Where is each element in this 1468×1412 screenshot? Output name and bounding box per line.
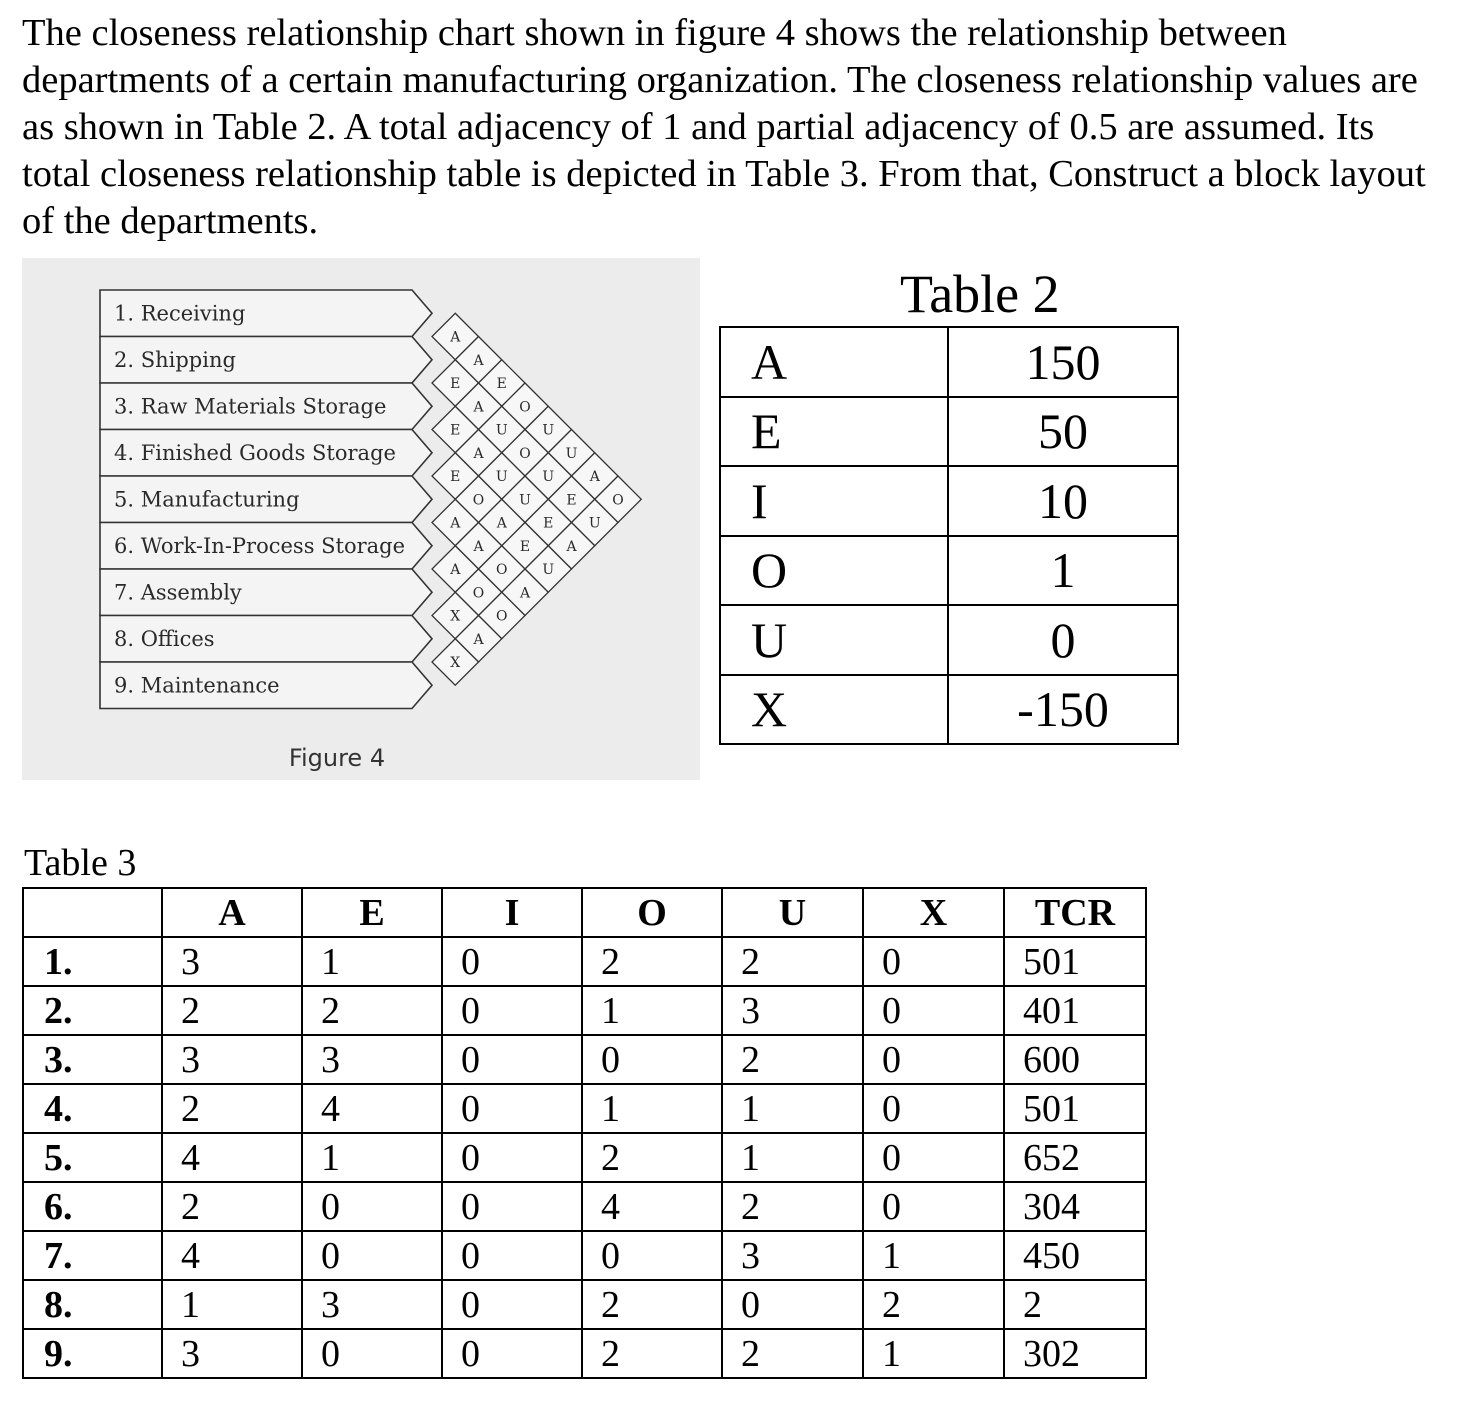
table-2-row [720, 675, 1178, 745]
table-2-title: Table 2 [900, 264, 1060, 324]
table-cell: 652 [1004, 1133, 1146, 1182]
column-header-i: I [442, 888, 582, 937]
table-cell: 0 [442, 986, 582, 1035]
relationship-code: O [496, 562, 508, 578]
relationship-code: A [450, 515, 461, 532]
table-cell: 0 [442, 1280, 582, 1329]
table-cell: 2 [582, 1280, 722, 1329]
table-cell: 302 [1004, 1329, 1146, 1378]
table-cell: 0 [863, 1084, 1004, 1133]
table-cell: 501 [1004, 937, 1146, 986]
department-label: 4. Finished Goods Storage [114, 440, 396, 465]
table-cell: 0 [302, 1231, 442, 1280]
relationship-code: U [542, 422, 555, 439]
table-cell: 3 [722, 1231, 863, 1280]
table-cell: 0 [442, 1133, 582, 1182]
relationship-code: U [565, 445, 578, 462]
corner-header [23, 888, 162, 937]
row-label: 4. [23, 1084, 162, 1133]
table-cell: 2 [162, 1084, 302, 1133]
table-cell: 0 [302, 1329, 442, 1378]
table-cell: 0 [863, 1133, 1004, 1182]
table-cell: 2 [722, 1329, 863, 1378]
table-cell: 2 [722, 1182, 863, 1231]
relationship-code: E [543, 515, 554, 532]
column-header-e: E [302, 888, 442, 937]
table-2-row [720, 536, 1178, 606]
relationship-code: O [472, 492, 485, 509]
table-3-row [23, 986, 1146, 1035]
relationship-code: A [473, 352, 484, 369]
department-label: 1. Receiving [114, 301, 246, 326]
relationship-code: E [519, 538, 531, 555]
table-cell: 0 [863, 1035, 1004, 1084]
relationship-code: A [473, 445, 484, 462]
table-cell: 1 [722, 1084, 863, 1133]
table-cell: 0 [582, 1035, 722, 1084]
relationship-chart [22, 258, 700, 780]
column-header-x: X [863, 888, 1004, 937]
table-cell: 1 [162, 1280, 302, 1329]
table-cell: 450 [1004, 1231, 1146, 1280]
table-cell: 0 [582, 1231, 722, 1280]
column-header-u: U [722, 888, 863, 937]
row-label: 5. [23, 1133, 162, 1182]
rating-code: E [720, 397, 948, 467]
rating-code: X [720, 675, 948, 745]
row-label: 6. [23, 1182, 162, 1231]
relationship-code: O [519, 445, 531, 462]
table-2-row [720, 466, 1178, 536]
table-cell: 2 [162, 986, 302, 1035]
problem-statement: The closeness relationship chart shown in figure 4 shows the relationship between departments of a certain manufacturing organization. The closeness relationship values are as shown in Table 2. A total adjacency of 1 and partial adjacency of 0.5 are assumed. Its total closeness relationship table is depicted in Table 3. From that, Construct a block layout of the departments. [22, 12, 1426, 242]
row-label: 3. [23, 1035, 162, 1084]
relationship-code: E [450, 469, 461, 485]
row-label: 8. [23, 1280, 162, 1329]
table-cell: 1 [582, 1084, 722, 1133]
table-cell: 1 [302, 937, 442, 986]
table-2 [719, 326, 1179, 745]
relationship-code: A [589, 469, 600, 485]
relationship-code: U [495, 422, 508, 439]
rating-value: -150 [948, 675, 1178, 745]
row-label: 7. [23, 1231, 162, 1280]
rating-value: 0 [948, 605, 1178, 675]
table-cell: 0 [442, 1084, 582, 1133]
table-cell: 4 [162, 1133, 302, 1182]
table-cell: 2 [722, 1035, 863, 1084]
table-cell: 0 [722, 1280, 863, 1329]
table-cell: 4 [162, 1231, 302, 1280]
rating-value: 150 [948, 327, 1178, 397]
relationship-code: A [473, 631, 484, 648]
table-cell: 3 [162, 1035, 302, 1084]
row-label: 1. [23, 937, 162, 986]
table-cell: 3 [162, 937, 302, 986]
table-cell: 0 [863, 986, 1004, 1035]
relationship-code: A [473, 538, 484, 555]
rating-value: 50 [948, 397, 1178, 467]
table-cell: 2 [863, 1280, 1004, 1329]
table-3-row [23, 1231, 1146, 1280]
table-cell: 1 [863, 1231, 1004, 1280]
relationship-code: U [588, 515, 601, 532]
department-label: 6. Work-In-Process Storage [114, 533, 406, 558]
table-cell: 0 [442, 937, 582, 986]
table-cell: 4 [302, 1084, 442, 1133]
table-cell: 501 [1004, 1084, 1146, 1133]
table-3-row [23, 1133, 1146, 1182]
table-cell: 2 [162, 1182, 302, 1231]
table-cell: 600 [1004, 1035, 1146, 1084]
figure-caption: Figure 4 [288, 744, 386, 772]
relationship-code: O [472, 585, 485, 602]
table-cell: 4 [582, 1182, 722, 1231]
rating-value: 10 [948, 466, 1178, 536]
table-cell: 1 [582, 986, 722, 1035]
table-3 [22, 887, 1147, 1379]
table-cell: 3 [302, 1035, 442, 1084]
table-2-row [720, 397, 1178, 467]
table-cell: 0 [442, 1035, 582, 1084]
table-3-row [23, 1329, 1146, 1378]
relationship-code: O [612, 492, 624, 509]
column-header-o: O [582, 888, 722, 937]
relationship-code: E [450, 376, 461, 392]
table-cell: 401 [1004, 986, 1146, 1035]
table-2-row [720, 327, 1178, 397]
table-3-row [23, 937, 1146, 986]
table-3-row [23, 1182, 1146, 1231]
table-cell: 0 [442, 1182, 582, 1231]
table-cell: 3 [162, 1329, 302, 1378]
rating-value: 1 [948, 536, 1178, 606]
table-cell: 2 [582, 1133, 722, 1182]
table-cell: 3 [722, 986, 863, 1035]
table-cell: 3 [302, 1280, 442, 1329]
relationship-code: U [542, 469, 555, 485]
table-3-title: Table 3 [24, 842, 137, 884]
rating-code: A [720, 327, 948, 397]
department-label: 9. Maintenance [114, 673, 280, 698]
table-cell: 0 [863, 1182, 1004, 1231]
relationship-code: A [496, 515, 507, 532]
table-cell: 2 [302, 986, 442, 1035]
rating-code: I [720, 466, 948, 536]
relationship-code: A [519, 585, 531, 602]
table-cell: 304 [1004, 1182, 1146, 1231]
table-cell: 0 [863, 937, 1004, 986]
table-cell: 2 [722, 937, 863, 986]
table-3-row [23, 1280, 1146, 1329]
table-cell: 1 [722, 1133, 863, 1182]
relationship-code: U [495, 469, 508, 485]
relationship-code: O [496, 608, 508, 625]
column-header-a: A [162, 888, 302, 937]
figure-4-photo [22, 258, 700, 780]
relationship-code: E [566, 492, 577, 509]
table-cell: 2 [582, 937, 722, 986]
relationship-code: U [519, 492, 531, 509]
relationship-code: E [496, 376, 507, 392]
department-label: 8. Offices [114, 626, 215, 651]
table-3-row [23, 1035, 1146, 1084]
table-cell: 0 [302, 1182, 442, 1231]
table-cell: 0 [442, 1329, 582, 1378]
relationship-code: A [473, 399, 484, 416]
table-cell: 0 [442, 1231, 582, 1280]
relationship-code: X [450, 608, 461, 625]
relationship-code: X [450, 655, 461, 671]
rating-code: O [720, 536, 948, 606]
department-label: 3. Raw Materials Storage [114, 394, 387, 419]
table-cell: 1 [302, 1133, 442, 1182]
column-header-tcr: TCR [1004, 888, 1146, 937]
department-label: 2. Shipping [114, 347, 236, 372]
department-label: 5. Manufacturing [114, 487, 300, 512]
table-cell: 1 [863, 1329, 1004, 1378]
relationship-code: E [450, 422, 461, 439]
table-2-row [720, 605, 1178, 675]
table-3-row [23, 1084, 1146, 1133]
rating-code: U [720, 605, 948, 675]
table-cell: 2 [1004, 1280, 1146, 1329]
relationship-code: O [519, 399, 531, 416]
row-label: 2. [23, 986, 162, 1035]
relationship-code: A [566, 538, 577, 555]
relationship-code: A [450, 562, 461, 578]
table-cell: 2 [582, 1329, 722, 1378]
relationship-code: A [450, 329, 461, 346]
row-label: 9. [23, 1329, 162, 1378]
department-label: 7. Assembly [114, 580, 242, 605]
relationship-code: U [542, 562, 555, 578]
